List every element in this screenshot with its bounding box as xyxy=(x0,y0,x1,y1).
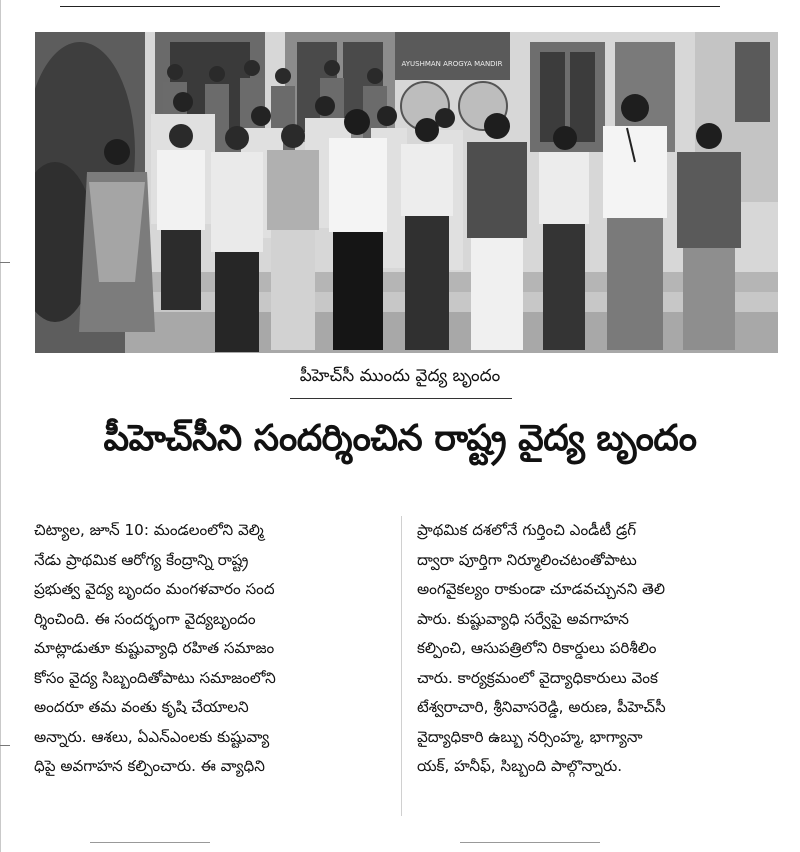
article-line: మాట్లాడుతూ కుష్టువ్యాధి రహిత సమాజం xyxy=(34,639,275,657)
article-line: ప్రాథమిక దశలోనే గుర్తించి ఎండీటీ డ్రగ్ xyxy=(417,521,637,539)
top-rule xyxy=(60,6,720,7)
article-line: నేడు ప్రాథమిక ఆరోగ్య కేంద్రాన్ని రాష్ట్ర xyxy=(34,550,249,569)
article-right-column xyxy=(417,516,771,782)
margin-tick-mark xyxy=(0,745,10,746)
article-line: చారు. కార్యక్రమంలో వైద్యాధికారులు వెంక xyxy=(417,668,658,687)
article-line: అందరూ తమ వంతు కృషి చేయాలని xyxy=(34,698,249,716)
article-line: పారు. కుష్టువ్యాధి సర్వేపై అవగాహన xyxy=(417,609,629,628)
group-photo-illustration xyxy=(35,32,778,353)
bottom-rule-fragment xyxy=(460,842,600,843)
article-line: యక్, హనీఫ్, సిబ్బంది పాల్గొన్నారు. xyxy=(417,757,623,775)
building-sign-text: AYUSHMAN AROGYA MANDIR xyxy=(401,60,503,68)
article-line: కల్పించి, ఆసుపత్రిలోని రికార్డులు పరిశీలిం xyxy=(417,639,657,657)
article-line: చిట్యాల, జూన్ 10: మండలంలోని వెల్మి xyxy=(34,521,264,539)
article-line: టేశ్వరాచారి, శ్రీనివాసరెడ్డి, అరుణ, పీహెచ్‌సీ xyxy=(417,698,666,716)
article-line: ద్వారా పూర్తిగా నిర్మూలించటంతోపాటు xyxy=(417,550,637,569)
article-line: ధిపై అవగాహన కల్పించారు. ఈ వ్యాధిని xyxy=(34,757,265,775)
bottom-rule-fragment xyxy=(90,842,210,843)
margin-tick-mark xyxy=(0,262,10,263)
article-left-column xyxy=(34,516,388,782)
article-headline: పీహెచ్‌సీని సందర్శించిన రాష్ట్ర వైద్య బృందం xyxy=(103,418,697,459)
photo-caption: పీహెచ్‌సీ ముందు వైద్య బృందం xyxy=(299,366,501,386)
article-line: ర్శించింది. ఈ సందర్భంగా వైద్యబృందం xyxy=(34,609,256,628)
article-line: కోసం వైద్య సిబ్బందితోపాటు సమాజంలోని xyxy=(34,668,276,687)
news-photo xyxy=(35,32,778,353)
article-line: అంగవైకల్యం రాకుండా చూడవచ్చునని తెలి xyxy=(417,580,666,598)
caption-underline xyxy=(290,398,512,399)
article-line: అన్నారు. ఆశలు, ఏఎన్‌ఎంలకు కుష్టువ్యా xyxy=(34,727,270,746)
column-divider xyxy=(401,516,402,816)
article-line: ప్రభుత్వ వైద్య బృందం మంగళవారం సంద xyxy=(34,580,275,598)
article-line: వైద్యాధికారి ఉబ్బు నర్సింహ్మ, భాగ్యానా xyxy=(417,727,643,746)
